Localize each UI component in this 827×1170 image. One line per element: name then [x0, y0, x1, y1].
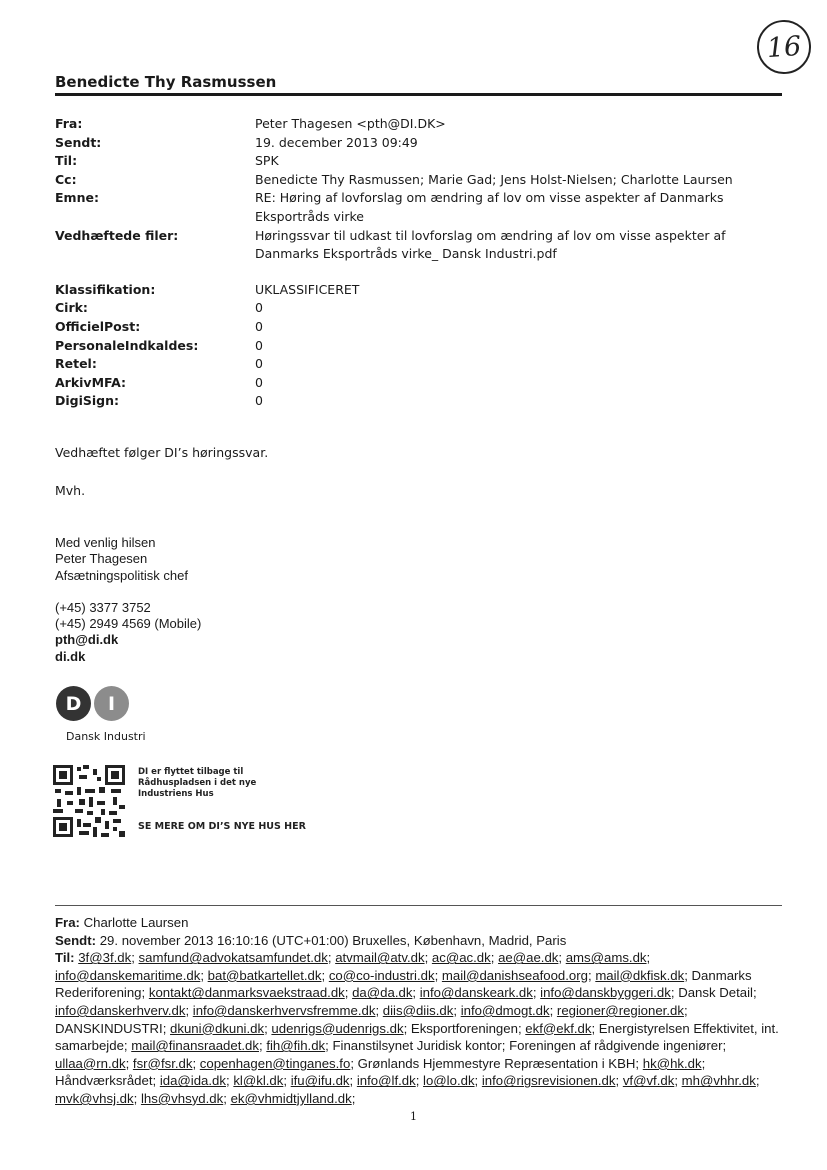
logo-caption: Dansk Industri: [66, 730, 146, 743]
header-field-label: Vedhæftede filer:: [55, 227, 179, 243]
recipient-text: ;: [327, 950, 336, 966]
recipient-email-link[interactable]: ida@ida.dk: [159, 1073, 226, 1089]
qr-note-line: Rådhuspladsen i det nye: [138, 778, 257, 788]
recipient-email-link[interactable]: samfund@advokatsamfundet.dk: [138, 950, 328, 966]
recipient-text: ;: [558, 950, 566, 966]
signature-name: Peter Thagesen: [55, 551, 148, 567]
recipient-email-link[interactable]: mvk@vhsj.dk: [55, 1090, 134, 1106]
recipient-text: ;: [264, 1020, 272, 1036]
header-field-value: Peter Thagesen <pth@DI.DK>: [255, 116, 446, 131]
recipient-email-link[interactable]: udenrigs@udenrigs.dk: [271, 1020, 404, 1036]
signature-title: Afsætningspolitisk chef: [55, 567, 188, 583]
header-field-label: Fra:: [55, 116, 83, 131]
recipient-email-link[interactable]: ae@ae.dk: [498, 950, 559, 966]
recipient-text: ;: [684, 967, 692, 983]
qr-note-line: Industriens Hus: [138, 789, 214, 799]
recipient-text: ;: [490, 950, 499, 966]
quoted-recipients: [55, 949, 790, 1107]
recipient-email-link[interactable]: copenhagen@tinganes.fo: [199, 1055, 351, 1071]
recipient-text: ;: [223, 1090, 231, 1106]
meta-field-label: ArkivMFA:: [55, 374, 127, 390]
header-field-value: 19. december 2013 09:49: [255, 134, 418, 150]
meta-field-row: [55, 374, 782, 393]
meta-field-label: DigiSign:: [55, 393, 120, 409]
recipient-text: ;: [125, 1055, 133, 1071]
recipient-email-link[interactable]: vf@vf.dk: [622, 1073, 675, 1089]
recipient-text: ;: [670, 985, 679, 1001]
qr-code-icon[interactable]: [53, 765, 125, 837]
meta-field-row: [55, 355, 782, 374]
recipient-text: Danmarks Rederiforening;: [55, 967, 752, 1001]
header-field-value: Høringssvar til udkast til lovforslag om ændring af lov om visse aspekter af Danmarks Eksportråds virke_ Dansk Industri.pdf: [255, 227, 726, 262]
quoted-message-divider: [55, 905, 782, 906]
signature-block: [55, 535, 201, 665]
recipient-text: ;: [587, 967, 596, 983]
recipient-email-link[interactable]: dkuni@dkuni.dk: [170, 1020, 265, 1036]
header-field-label: Sendt:: [55, 134, 102, 150]
recipient-text: ; Eksportforeningen;: [403, 1020, 526, 1036]
recipient-text: ;: [646, 950, 651, 966]
recipient-text: ;: [434, 967, 442, 983]
quoted-message: [55, 914, 790, 1108]
meta-field-value: 0: [255, 337, 263, 353]
logo-circle-i: I: [94, 686, 129, 721]
recipient-text: ;: [375, 1002, 383, 1018]
header-field-label: Cc:: [55, 171, 77, 187]
body-line-attachment: Vedhæftet følger DI’s høringssvar.: [55, 445, 269, 460]
meta-field-value: UKLASSIFICERET: [255, 281, 360, 297]
recipient-email-link[interactable]: ams@ams.dk: [565, 950, 647, 966]
recipient-text: ;: [424, 950, 432, 966]
meta-field-row: [55, 299, 782, 318]
header-divider: [55, 93, 782, 96]
di-logo: [56, 686, 129, 721]
quoted-from-value: Charlotte Laursen: [83, 915, 189, 930]
handwritten-page-mark: 16: [755, 18, 813, 76]
recipient-email-link[interactable]: kl@kl.dk: [233, 1073, 284, 1089]
header-field-value: RE: Høring af lovforslag om ændring af lov om visse aspekter af Danmarks Eksportråds virke: [255, 190, 724, 224]
recipient-text: ; DANSKINDUSTRI;: [55, 1002, 688, 1036]
recipient-text: ;: [474, 1073, 482, 1089]
header-field-row: [55, 227, 782, 264]
recipient-email-link[interactable]: mail@finansraadet.dk: [131, 1038, 259, 1054]
meta-field-row: [55, 318, 782, 337]
body-line-regards: Mvh.: [55, 483, 86, 498]
recipient-email-link[interactable]: mh@vhhr.dk: [681, 1073, 756, 1089]
qr-note-line: DI er flyttet tilbage til: [138, 767, 244, 777]
meta-field-label: OfficielPost:: [55, 318, 141, 334]
meta-field-value: 0: [255, 318, 263, 334]
recipient-email-link[interactable]: co@co-industri.dk: [328, 967, 435, 983]
header-field-label: Emne:: [55, 190, 99, 206]
header-field-row: [55, 189, 782, 226]
logo-circle-d: D: [56, 686, 91, 721]
recipient-text: ;: [532, 985, 541, 1001]
recipient-email-link[interactable]: info@danskerhvervsfremme.dk: [192, 1002, 376, 1018]
quoted-sent-label: Sendt:: [55, 932, 97, 948]
recipient-text: ;: [351, 1090, 356, 1106]
recipient-email-link[interactable]: hk@hk.dk: [642, 1055, 702, 1071]
recipient-text: ;: [185, 1002, 193, 1018]
recipient-text: ; Håndværksrådet;: [55, 1055, 706, 1089]
recipient-text: ;: [258, 1038, 267, 1054]
recipient-text: ;: [226, 1073, 234, 1089]
header-field-value: Benedicte Thy Rasmussen; Marie Gad; Jens Holst-Nielsen; Charlotte Laursen: [255, 171, 733, 187]
recipient-email-link[interactable]: ekf@ekf.dk: [525, 1020, 592, 1036]
quoted-sent-value: 29. november 2013 16:10:16 (UTC+01:00) Bruxelles, København, Madrid, Paris: [99, 932, 567, 948]
header-field-row: [55, 152, 782, 171]
recipient-text: ; Grønlands Hjemmestyre: [350, 1055, 505, 1071]
meta-field-label: Cirk:: [55, 300, 88, 316]
recipient-text: ;: [412, 985, 420, 1001]
signature-greeting: Med venlig hilsen: [55, 535, 156, 550]
recipient-email-link[interactable]: info@danskbyggeri.dk: [540, 985, 671, 1001]
meta-field-value: 0: [255, 393, 263, 409]
quoted-to-label: Til:: [55, 950, 75, 966]
recipient-text: ;: [192, 1055, 200, 1071]
recipient-email-link[interactable]: ac@ac.dk: [431, 950, 491, 966]
signature-mobile: (+45) 2949 4569 (Mobile): [55, 616, 202, 632]
recipient-text: ;: [349, 1073, 357, 1089]
recipient-email-link[interactable]: da@da.dk: [352, 985, 413, 1001]
recipient-text: Dansk Detail;: [678, 985, 757, 1001]
recipient-text: ;: [321, 967, 329, 983]
signature-web[interactable]: di.dk: [55, 648, 86, 664]
new-house-link[interactable]: SE MERE OM DI’S NYE HUS HER: [138, 821, 306, 832]
email-header: [55, 115, 782, 411]
recipient-text: ;: [615, 1073, 623, 1089]
recipient-text: ; Finanstilsynet Juridisk kontor;: [325, 1038, 510, 1054]
recipient-text: ;: [453, 1002, 461, 1018]
recipient-email-link[interactable]: lo@lo.dk: [423, 1073, 475, 1089]
meta-field-value: 0: [255, 374, 263, 390]
recipient-text: ;: [674, 1073, 682, 1089]
quoted-from-row: [55, 914, 790, 932]
recipient-text: Foreningen af rådgivende ingeniører;: [509, 1038, 727, 1054]
qr-note: [138, 767, 256, 800]
recipient-email-link[interactable]: regioner@regioner.dk: [556, 1002, 684, 1018]
recipient-email-link[interactable]: atvmail@atv.dk: [335, 950, 425, 966]
recipient-text: ;: [415, 1073, 424, 1089]
mailbox-owner: Benedicte Thy Rasmussen: [55, 73, 277, 91]
recipient-email-link[interactable]: mail@dkfisk.dk: [595, 967, 685, 983]
header-field-row: [55, 115, 782, 134]
meta-field-row: [55, 281, 782, 300]
header-field-value: SPK: [255, 153, 279, 169]
recipient-email-link[interactable]: ek@vhmidtjylland.dk: [230, 1090, 352, 1106]
recipient-text: ;: [755, 1073, 760, 1089]
recipient-email-link[interactable]: fih@fih.dk: [266, 1038, 326, 1054]
meta-field-value: 0: [255, 356, 263, 372]
recipient-email-link[interactable]: info@danskeark.dk: [419, 985, 533, 1001]
recipient-email-link[interactable]: info@dmogt.dk: [460, 1002, 550, 1018]
recipient-text: Energistyrelsen Effektivitet, int. samarbejde;: [55, 1020, 779, 1054]
recipient-email-link[interactable]: diis@diis.dk: [382, 1002, 454, 1018]
signature-phone: (+45) 3377 3752: [55, 599, 151, 615]
meta-field-row: [55, 337, 782, 356]
meta-field-label: PersonaleIndkaldes:: [55, 337, 199, 353]
recipient-email-link[interactable]: ullaa@rn.dk: [55, 1055, 126, 1071]
recipient-text: ;: [133, 1090, 141, 1106]
page-number: 1: [410, 1110, 417, 1123]
recipient-email-link[interactable]: kontakt@danmarksvaekstraad.dk: [148, 985, 345, 1001]
recipient-email-link[interactable]: 3f@3f.dk: [78, 950, 132, 966]
recipient-email-link[interactable]: info@lf.dk: [356, 1073, 416, 1089]
recipient-text: ;: [549, 1002, 557, 1018]
quoted-from-label: Fra:: [55, 915, 80, 930]
recipient-email-link[interactable]: ifu@ifu.dk: [290, 1073, 350, 1089]
header-field-row: [55, 171, 782, 190]
meta-field-row: [55, 392, 782, 411]
quoted-sent-row: [55, 932, 790, 950]
recipient-email-link[interactable]: bat@batkartellet.dk: [207, 967, 322, 983]
meta-field-label: Klassifikation:: [55, 281, 156, 297]
recipient-text: Repræsentation i KBH;: [504, 1055, 643, 1071]
recipient-text: ;: [131, 950, 139, 966]
recipient-email-link[interactable]: fsr@fsr.dk: [132, 1055, 193, 1071]
header-field-row: [55, 134, 782, 153]
recipient-text: ;: [200, 967, 208, 983]
meta-field-value: 0: [255, 300, 263, 316]
header-field-label: Til:: [55, 153, 78, 169]
recipient-email-link[interactable]: info@danskerhverv.dk: [55, 1002, 186, 1018]
recipient-email-link[interactable]: info@rigsrevisionen.dk: [481, 1073, 616, 1089]
recipient-text: ;: [283, 1073, 291, 1089]
recipient-text: ;: [344, 985, 353, 1001]
recipient-email-link[interactable]: lhs@vhsyd.dk: [140, 1090, 224, 1106]
recipient-email-link[interactable]: mail@danishseafood.org: [441, 967, 588, 983]
signature-email[interactable]: pth@di.dk: [55, 632, 119, 648]
recipient-email-link[interactable]: info@danskemaritime.dk: [55, 967, 201, 983]
recipient-text: ;: [591, 1020, 599, 1036]
meta-field-label: Retel:: [55, 356, 97, 372]
